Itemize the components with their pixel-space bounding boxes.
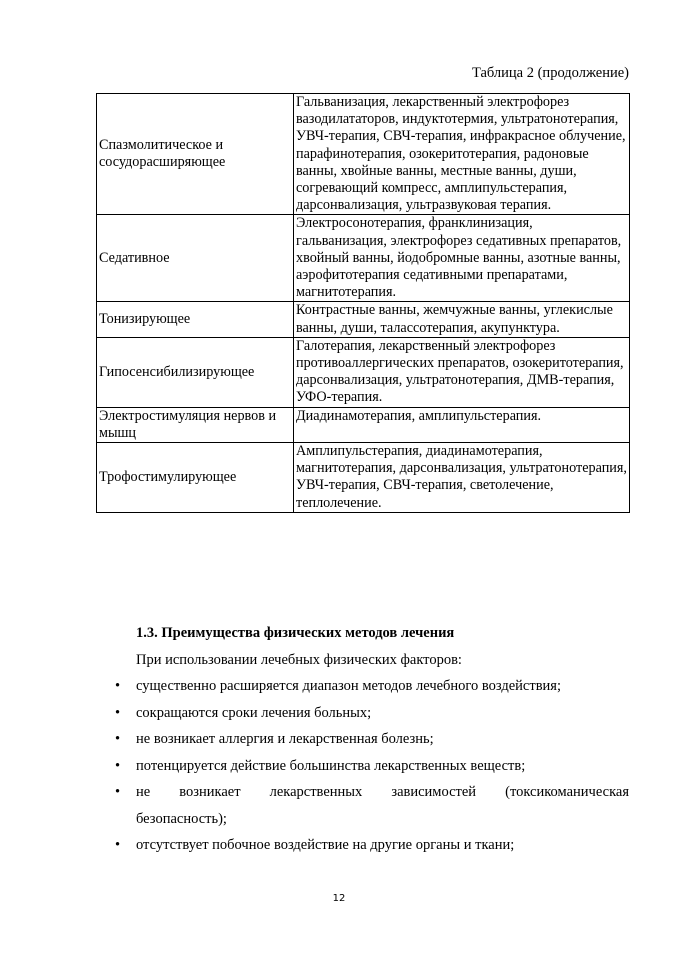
effect-cell: Тонизирующее xyxy=(97,302,294,337)
list-item-text: безопасность); xyxy=(136,810,227,827)
list-item xyxy=(0,753,678,780)
section-heading: 1.3. Преимущества физических методов лечения xyxy=(136,625,455,641)
bullet-icon: • xyxy=(115,678,121,694)
list-item-text: отсутствует побочное воздействие на другие органы и ткани; xyxy=(136,837,515,853)
page-number: 12 xyxy=(332,893,346,904)
section-body xyxy=(0,620,678,859)
bullet-icon: • xyxy=(115,704,121,721)
treatment-effects-table xyxy=(96,93,630,513)
list-item-continuation xyxy=(0,806,678,833)
table-row xyxy=(97,407,630,442)
table-row xyxy=(97,443,630,513)
methods-cell: Гальванизация, лекарственный электрофорез вазодилататоров, индуктотермия, ультратонотерапия, УВЧ-терапия, СВЧ-терапия, инфракрасное облучение, парафинотерапия, озокеритотерапия, радоновые ванны, хвойные ванны, местные ванны, души, согревающий компресс, амплипульстерапия, дарсонвализация, ультразвуковая терапия. xyxy=(294,94,630,215)
methods-cell: Электросонотерапия, франклинизация, гальванизация, электрофорез седативных препаратов, хвойный ванны, йодобромные ванны, азотные ванны, аэрофитотерапия седативными препаратами, магнитотерапия. xyxy=(294,215,630,302)
bullet-icon: • xyxy=(115,837,121,853)
advantages-list xyxy=(0,673,678,859)
list-item-text: сокращаются сроки лечения больных; xyxy=(136,704,372,721)
methods-cell: Галотерапия, лекарственный электрофорез противоаллергических препаратов, озокеритотерапия, дарсонвализация, ультратонотерапия, ДМВ-терапия, УФО-терапия. xyxy=(294,337,630,407)
methods-cell: Амплипульстерапия, диадинамотерапия, магнитотерапия, дарсонвализация, ультратонотерапия, УВЧ-терапия, СВЧ-терапия, светолечение, теплолечение. xyxy=(294,443,630,513)
effect-cell: Спазмолитическое и сосудорасширяющее xyxy=(97,94,294,215)
bullet-icon: • xyxy=(115,757,121,774)
table-row xyxy=(97,94,630,215)
list-item xyxy=(0,673,678,700)
bullet-icon: • xyxy=(115,784,121,800)
methods-cell: Контрастные ванны, жемчужные ванны, углекислые ванны, души, талассотерапия, акупунктура. xyxy=(294,302,630,337)
list-item-text: существенно расширяется диапазон методов лечебного воздействия; xyxy=(136,678,562,694)
effect-cell: Седативное xyxy=(97,215,294,302)
list-item-text: потенцируется действие большинства лекарственных веществ; xyxy=(136,757,526,774)
intro-paragraph: При использовании лечебных физических факторов: xyxy=(136,651,462,668)
list-item xyxy=(0,700,678,727)
effect-cell: Электростимуляция нервов и мышц xyxy=(97,407,294,442)
list-item xyxy=(0,726,678,753)
bullet-icon: • xyxy=(115,731,121,747)
table-row xyxy=(97,302,630,337)
list-item xyxy=(0,832,678,859)
list-item-text: не возникает лекарственных зависимостей (токсикоманическая xyxy=(136,784,629,800)
table-caption: Таблица 2 (продолжение) xyxy=(471,65,629,81)
table-row xyxy=(97,337,630,407)
table-row xyxy=(97,215,630,302)
list-item xyxy=(0,779,678,806)
effect-cell: Гипосенсибилизирующее xyxy=(97,337,294,407)
list-item-text: не возникает аллергия и лекарственная болезнь; xyxy=(136,731,434,747)
methods-cell: Диадинамотерапия, амплипульстерапия. xyxy=(294,407,630,442)
effect-cell: Трофостимулирующее xyxy=(97,443,294,513)
